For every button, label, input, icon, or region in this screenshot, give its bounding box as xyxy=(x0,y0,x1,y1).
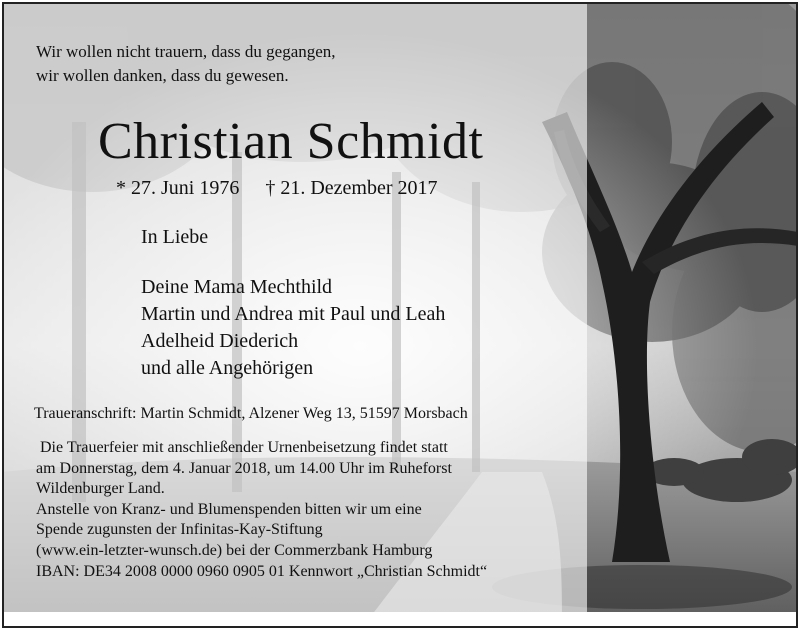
motto-line: wir wollen danken, dass du gewesen. xyxy=(36,66,289,85)
obituary-notice xyxy=(2,2,798,628)
info-line: (www.ein-letzter-wunsch.de) bei der Commerzbank Hamburg xyxy=(36,541,433,559)
bottom-margin xyxy=(2,612,798,628)
info-line: Wildenburger Land. xyxy=(36,480,165,498)
life-dates xyxy=(116,176,438,200)
mourner-line: Adelheid Diederich xyxy=(141,330,299,352)
mourner-line: und alle Angehörigen xyxy=(141,357,314,379)
info-line: am Donnerstag, dem 4. Januar 2018, um 14.00 Uhr im Ruheforst xyxy=(36,459,452,477)
info-line: Spende zugunsten der Infinitas-Kay-Stiftung xyxy=(36,521,323,539)
mourner-line: Deine Mama Mechthild xyxy=(141,276,333,298)
motto xyxy=(36,40,336,88)
deceased-name: Christian Schmidt xyxy=(98,113,484,170)
info-line: Anstelle von Kranz- und Blumenspenden bitten wir um eine xyxy=(36,500,422,518)
mourners-list xyxy=(141,274,445,382)
motto-line: Wir wollen nicht trauern, dass du gegangen, xyxy=(36,42,336,61)
death-date: † 21. Dezember 2017 xyxy=(265,177,438,199)
info-line: Die Trauerfeier mit anschließender Urnenbeisetzung findet statt xyxy=(40,439,448,456)
mourning-address: Traueranschrift: Martin Schmidt, Alzener Weg 13, 51597 Morsbach xyxy=(34,405,468,422)
funeral-info xyxy=(36,438,487,582)
mourner-line: Martin und Andrea mit Paul und Leah xyxy=(141,303,446,325)
birth-date: * 27. Juni 1976 xyxy=(116,177,240,199)
in-love-line: In Liebe xyxy=(141,226,209,248)
info-line: IBAN: DE34 2008 0000 0960 0905 01 Kennwort „Christian Schmidt“ xyxy=(36,562,488,580)
